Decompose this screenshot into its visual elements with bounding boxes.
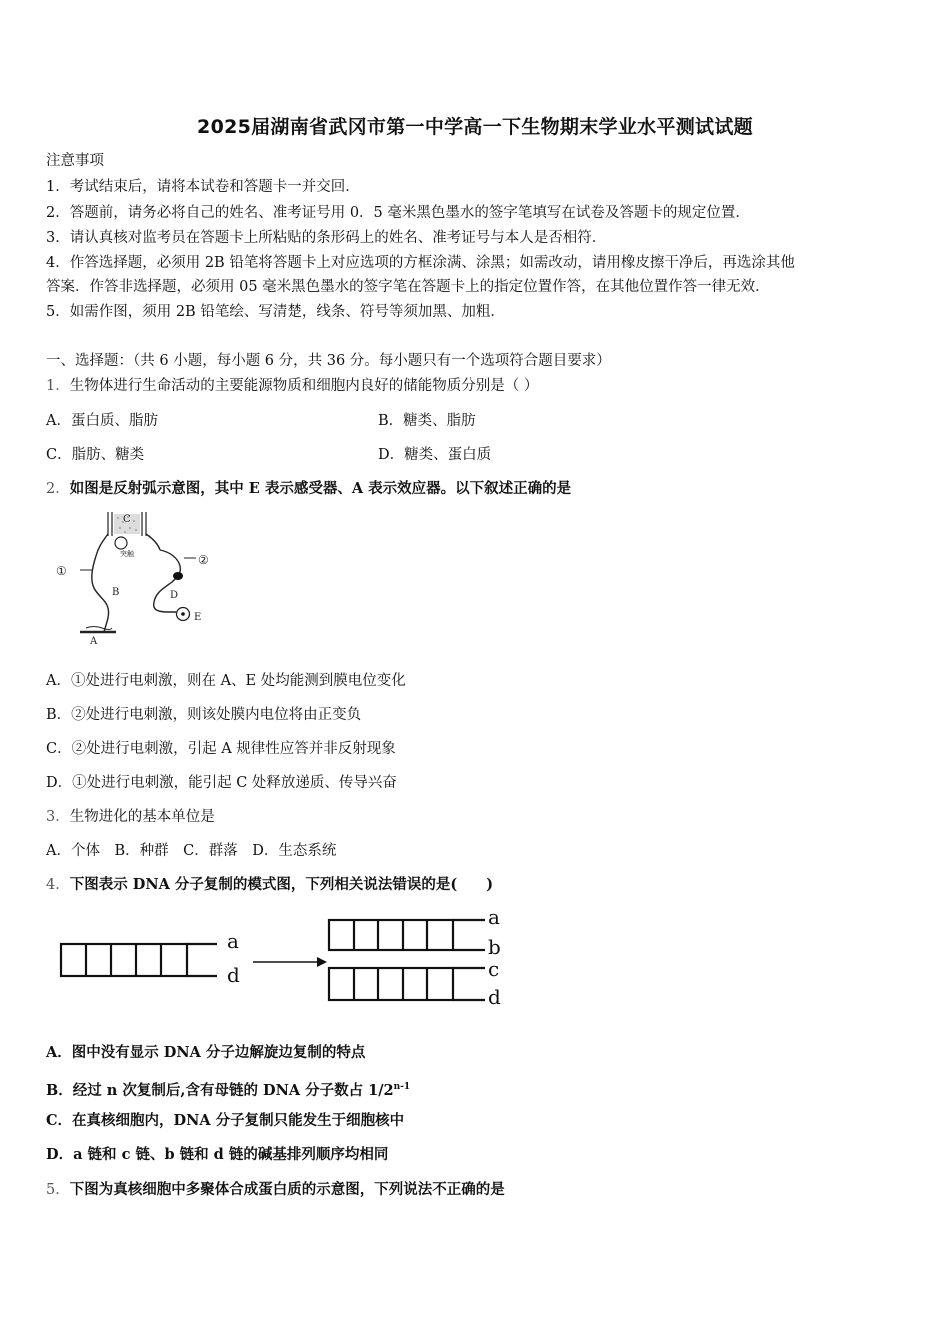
notice-item: 1．考试结束后，请将本试卷和答题卡一并交回． [46,179,360,195]
reflex-arc-figure [50,508,220,644]
question-stem: 下图为真核细胞中多聚体合成蛋白质的示意图，下列说法不正确的是 [69,1181,505,1198]
page-title: 2025届湖南省武冈市第一中学高一下生物期末学业水平测试试题 [197,116,753,138]
notice-item: 2．答题前，请务必将自己的姓名、准考证号用 0．5 毫米黑色墨水的签字笔填写在试卷及答题卡的规定位置． [46,205,750,221]
label-b: B [112,587,120,598]
strand-label-c: c [488,957,500,981]
question-stem: 下图表示 DNA 分子复制的模式图，下列相关说法错误的是( ) [69,876,494,893]
question-number: 5． [46,1182,70,1198]
notice-item: 3．请认真核对监考员在答题卡上所粘贴的条形码上的姓名、准考证号与本人是否相符． [46,230,607,246]
q4-option-c: C．在真核细胞内，DNA 分子复制只能发生于细胞核中 [46,1112,405,1129]
notice-heading: 注意事项 [46,153,104,169]
section-heading: 一、选择题：（共 6 小题，每小题 6 分，共 36 分。每小题只有一个选项符合题目要求） [46,353,611,369]
label-1: ① [56,564,67,578]
question-2 [46,479,571,499]
q2-option-c: C．②处进行电刺激，引起 A 规律性应答并非反射现象 [46,741,396,757]
notice-item: 答案．作答非选择题，必须用 05 毫米黑色墨水的签字笔在答题卡上的指定位置作答，在其他位置作答一律无效． [46,279,770,295]
question-stem: 如图是反射弧示意图，其中 E 表示感受器、A 表示效应器。以下叙述正确的是 [69,480,572,497]
q1-option-b: B．糖类、脂肪 [378,413,476,429]
q1-option-d: D．糖类、蛋白质 [378,447,492,463]
q4-option-b-text: B．经过 n 次复制后,含有母链的 DNA 分子数占 1/2 [46,1081,394,1099]
question-5 [46,1180,505,1200]
question-1 [46,376,538,396]
strand-label-a: a [227,929,239,953]
dna-replication-figure [55,906,510,1010]
q1-option-c: C．脂肪、糖类 [46,447,145,463]
strand-label-a2: a [488,906,500,929]
strand-label-d2: d [488,985,501,1009]
q4-option-b [46,1077,410,1101]
q4-option-d: D．a 链和 c 链、b 链和 d 链的碱基排列顺序均相同 [46,1146,389,1163]
notice-item: 4．作答选择题，必须用 2B 铅笔将答题卡上对应选项的方框涂满、涂黑；如需改动，请用橡皮擦干净后，再选涂其他 [46,255,795,271]
strand-label-d: d [227,963,240,987]
q2-option-d: D．①处进行电刺激，能引起 C 处释放递质、传导兴奋 [46,775,397,791]
q3-options: A．个体 B．种群 C．群落 D．生态系统 [46,843,337,859]
label-a: A [90,636,98,644]
q2-option-b: B．②处进行电刺激，则该处膜内电位将由正变负 [46,707,362,723]
label-synapse: 突触 [120,550,134,558]
strand-label-b: b [488,935,501,959]
question-3 [46,807,215,827]
question-stem: 生物进化的基本单位是 [69,809,215,825]
q4-option-a: A．图中没有显示 DNA 分子边解旋边复制的特点 [46,1044,366,1061]
q4-option-b-exponent: n-1 [393,1082,411,1092]
label-2: ② [198,553,209,567]
notice-item: 5．如需作图，须用 2B 铅笔绘、写清楚，线条、符号等须加黑、加粗． [46,304,505,320]
question-number: 2． [46,481,70,497]
label-d: D [170,590,179,601]
label-c: C [123,514,131,525]
question-stem: 生物体进行生命活动的主要能源物质和细胞内良好的储能物质分别是（ ） [69,378,539,394]
q2-option-a: A．①处进行电刺激，则在 A、E 处均能测到膜电位变化 [46,673,406,689]
q1-option-a: A．蛋白质、脂肪 [46,413,158,429]
question-number: 4． [46,877,70,893]
label-e: E [194,612,202,623]
question-number: 3． [46,809,70,825]
question-4 [46,875,493,895]
question-number: 1． [46,378,70,394]
